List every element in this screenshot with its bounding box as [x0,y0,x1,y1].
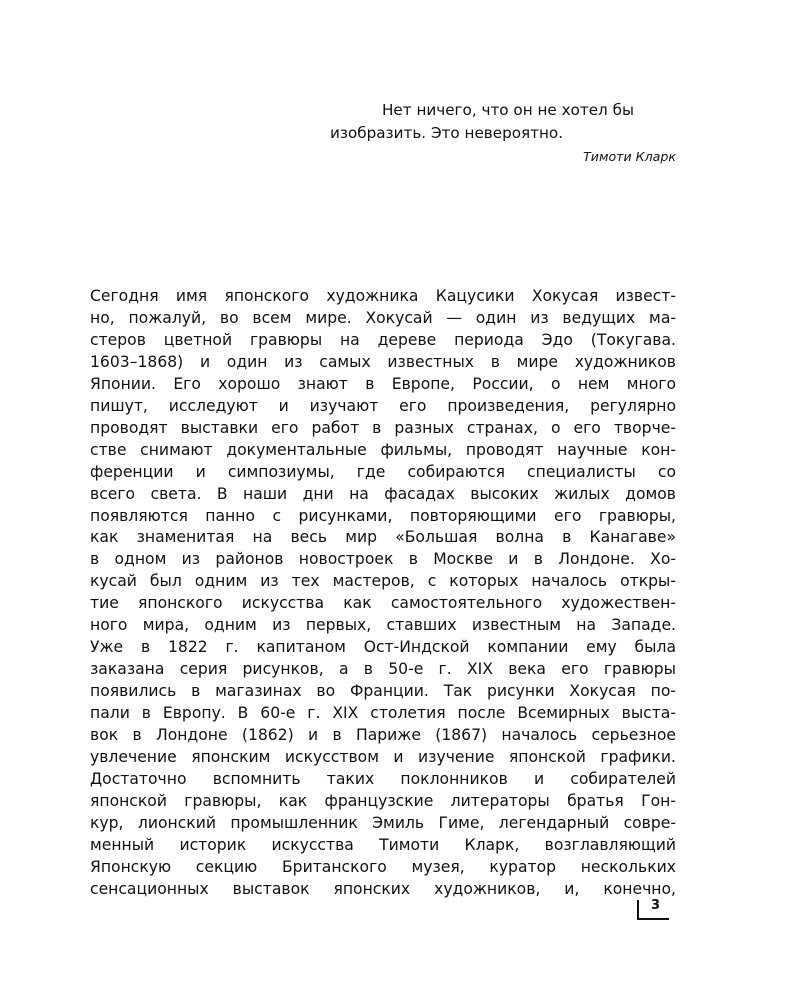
text-line: тие японского искусства как самостоятельного художествен- [90,594,676,613]
text-line: пишут, исследуют и изучают его произведения, регулярно [90,396,676,415]
text-line: увлечение японским искусством и изучение японской графики. [90,748,676,767]
text-line: 1603–1868) и один из самых известных в мире художников [90,352,676,371]
text-line: менный историк искусства Тимоти Кларк, возглавляющий [90,835,676,854]
text-line: пали в Европу. В 60-е г. XIX столетия после Всемирных выста- [90,704,676,723]
epigraph-author: Тимоти Кларк [583,149,676,164]
page-number: 3 [651,898,661,913]
text-line: сенсационных выставок японских художников, и, конечно, [90,879,676,898]
text-line: кур, лионский промышленник Эмиль Гиме, легендарный совре- [90,813,676,832]
text-line: всего света. В наши дни на фасадах высоких жилых домов [90,484,676,503]
text-line: Японии. Его хорошо знают в Европе, России, о нем много [90,374,676,393]
text-line: кусай был одним из тех мастеров, с которых началось откры- [90,572,676,591]
text-line: вок в Лондоне (1862) и в Париже (1867) началось серьезное [90,726,676,745]
text-line: стве снимают документальные фильмы, проводят научные кон- [90,440,676,459]
text-line: заказана серия рисунков, а в 50-е г. XIX века его гравюры [90,660,676,679]
text-line: японской гравюры, как французские литераторы братья Гон- [90,791,676,810]
page-number-marker [637,896,677,920]
text-line: ференции и симпозиумы, где собираются специалисты со [90,462,676,481]
text-line: Сегодня имя японского художника Кацусики Хокусая извест- [90,287,676,305]
text-line: появились в магазинах во Франции. Так рисунки Хокусая по- [90,682,676,701]
text-line: но, пожалуй, во всем мире. Хокусай — один из ведущих ма- [90,308,676,327]
epigraph-line: изобразить. Это невероятно. [330,124,564,142]
text-line: ного мира, одним из первых, ставших известным на Западе. [90,616,676,635]
text-line: появляются панно с рисунками, повторяющими его гравюры, [90,506,676,525]
text-line: Японскую секцию Британского музея, куратор нескольких [90,857,676,876]
text-line: в одном из районов новостроек в Москве и в Лондоне. Хо- [90,550,676,569]
text-line: как знаменитая на весь мир «Большая волна в Канагаве» [90,528,676,547]
text-line: проводят выставки его работ в разных странах, о его творче- [90,418,676,437]
body-paragraph [90,286,676,901]
text-line: Уже в 1822 г. капитаном Ост-Индской компании ему была [90,638,676,657]
text-line: Достаточно вспомнить таких поклонников и собирателей [90,769,676,788]
text-line: стеров цветной гравюры на дереве периода Эдо (Токугава. [90,330,676,349]
epigraph-line: Нет ничего, что он не хотел бы [382,101,634,119]
epigraph [330,99,676,166]
